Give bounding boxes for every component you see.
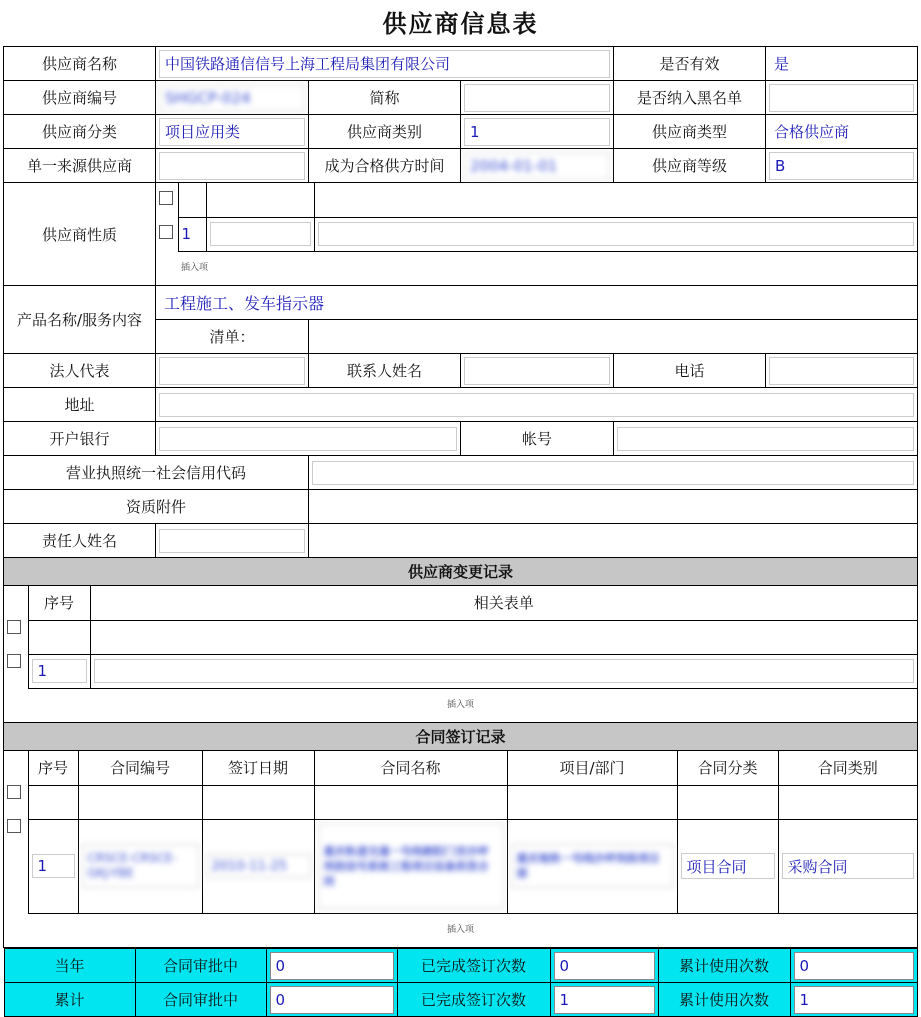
legal-rep-label: 法人代表 — [4, 354, 156, 388]
row-credit-code — [4, 456, 918, 490]
stats-current-row — [4, 948, 918, 1017]
account-label: 帐号 — [461, 422, 614, 456]
page-title: 供应商信息表 — [0, 4, 921, 39]
contract-name[interactable]: 重庆轨道交通一号线朝阳门至沙坪坝段信号系统工程项目设备供货合同 — [318, 823, 504, 909]
row-attachment — [4, 490, 918, 524]
list-field[interactable] — [309, 320, 918, 354]
short-name-field[interactable] — [464, 84, 610, 112]
change-log-header-row — [4, 558, 918, 586]
valid-value[interactable]: 是 — [769, 50, 914, 78]
contracts-col-date: 签订日期 — [202, 751, 314, 785]
supplier-name-field[interactable]: 中国铁路通信信号上海工程局集团有限公司 — [159, 50, 610, 78]
supplier-code-field[interactable]: SHGCP-024 — [159, 84, 305, 112]
row-supplier-name — [4, 47, 918, 81]
contracts-table — [4, 751, 917, 947]
stats-current-signed-label: 已完成签订次数 — [397, 949, 550, 983]
product-label: 产品名称/服务内容 — [4, 286, 156, 354]
change-log-row — [4, 586, 918, 723]
owner-label: 责任人姓名 — [4, 524, 156, 558]
contracts-col-no: 序号 — [28, 751, 78, 785]
contracts-header-row — [4, 723, 918, 751]
credit-code-label: 营业执照统一社会信用代码 — [4, 456, 309, 490]
phone-label: 电话 — [614, 354, 766, 388]
blacklist-field[interactable] — [769, 84, 914, 112]
stats-current-signed-field[interactable]: 0 — [554, 952, 655, 980]
qualified-time-field[interactable]: 2004-01-01 — [464, 152, 610, 180]
nature-field-1[interactable] — [210, 222, 311, 246]
contracts-checkbox-all[interactable] — [7, 785, 21, 799]
blacklist-label: 是否纳入黑名单 — [614, 81, 766, 115]
row-address — [4, 388, 918, 422]
stats-total-signed-field[interactable]: 1 — [554, 986, 655, 1014]
category-field[interactable]: 项目应用类 — [159, 118, 305, 146]
contract-code[interactable]: CRSCE-CRSCE-GKJ-YBE — [82, 844, 199, 888]
change-log-header: 供应商变更记录 — [4, 558, 918, 586]
row-legal-rep — [4, 354, 918, 388]
class-label: 供应商类别 — [309, 115, 461, 149]
change-log-checkbox-row[interactable] — [7, 654, 21, 668]
contract-row-no[interactable]: 1 — [32, 854, 75, 878]
contracts-header: 合同签订记录 — [4, 723, 918, 751]
change-log-insert-link[interactable]: 插入项 — [4, 688, 917, 722]
type-value[interactable]: 合格供应商 — [769, 118, 914, 146]
stats-total-signed-label: 已完成签订次数 — [397, 983, 550, 1017]
bank-field[interactable] — [159, 427, 457, 451]
row-supplier-category — [4, 115, 918, 149]
stats-current-usage-field[interactable]: 0 — [794, 952, 914, 980]
supplier-form — [3, 46, 918, 1017]
row-product — [4, 286, 918, 320]
contract-date[interactable]: 2010-11-25 — [206, 854, 311, 878]
attachment-field[interactable] — [309, 490, 918, 524]
category-label: 供应商分类 — [4, 115, 156, 149]
nature-row-no: 1 — [182, 225, 192, 243]
contracts-insert-link[interactable]: 插入项 — [4, 913, 917, 947]
single-source-field[interactable] — [159, 152, 305, 180]
contract-project[interactable]: 重庆地铁一号线沙坪坝段项目部 — [511, 844, 674, 888]
contracts-col-classification: 合同分类 — [677, 751, 778, 785]
legal-rep-field[interactable] — [159, 357, 305, 385]
stats-table — [4, 948, 918, 1017]
valid-label: 是否有效 — [614, 47, 766, 81]
stats-current-approving-field[interactable]: 0 — [270, 952, 394, 980]
stats-total-approving-label: 合同审批中 — [135, 983, 266, 1017]
change-log-checkbox-all[interactable] — [7, 620, 21, 634]
nature-label: 供应商性质 — [4, 183, 156, 286]
row-owner — [4, 524, 918, 558]
change-log-col-form: 相关表单 — [90, 586, 917, 620]
nature-insert-link[interactable]: 插入项 — [178, 251, 917, 285]
contracts-col-kind: 合同类别 — [778, 751, 917, 785]
bank-label: 开户银行 — [4, 422, 156, 456]
credit-code-field[interactable] — [312, 461, 914, 485]
change-log-form-field[interactable] — [94, 659, 915, 683]
stats-total-approving-field[interactable]: 0 — [270, 986, 394, 1014]
owner-field[interactable] — [159, 529, 305, 553]
row-single-source — [4, 149, 918, 183]
list-label: 清单： — [156, 320, 309, 354]
account-field[interactable] — [617, 427, 914, 451]
change-log-col-no: 序号 — [28, 586, 90, 620]
contract-row — [4, 819, 917, 913]
class-field[interactable]: 1 — [464, 118, 610, 146]
contracts-row — [4, 751, 918, 948]
stats-total-usage-label: 累计使用次数 — [658, 983, 790, 1017]
change-log-table — [4, 586, 917, 722]
attachment-label: 资质附件 — [4, 490, 309, 524]
row-bank — [4, 422, 918, 456]
contract-classification[interactable]: 项目合同 — [681, 853, 775, 879]
contract-kind[interactable]: 采购合同 — [782, 853, 915, 879]
row-supplier-nature — [4, 183, 918, 286]
address-field[interactable] — [159, 393, 914, 417]
grade-label: 供应商等级 — [614, 149, 766, 183]
contracts-col-name: 合同名称 — [314, 751, 507, 785]
contact-field[interactable] — [464, 357, 610, 385]
stats-total-label: 累计 — [4, 983, 135, 1017]
short-name-label: 简称 — [309, 81, 461, 115]
contracts-checkbox-row[interactable] — [7, 819, 21, 833]
contact-label: 联系人姓名 — [309, 354, 461, 388]
stats-current-approving-label: 合同审批中 — [135, 949, 266, 983]
product-field[interactable]: 工程施工、发车指示器 — [159, 289, 914, 317]
row-supplier-code — [4, 81, 918, 115]
stats-total-usage-field[interactable]: 1 — [794, 986, 914, 1014]
qualified-time-label: 成为合格供方时间 — [309, 149, 461, 183]
address-label: 地址 — [4, 388, 156, 422]
type-label: 供应商类型 — [614, 115, 766, 149]
nature-checkbox-row[interactable] — [159, 225, 173, 239]
phone-field[interactable] — [769, 357, 914, 385]
contracts-col-code: 合同编号 — [78, 751, 202, 785]
contracts-col-project: 项目/部门 — [507, 751, 677, 785]
single-source-label: 单一来源供应商 — [4, 149, 156, 183]
stats-current-usage-label: 累计使用次数 — [658, 949, 790, 983]
change-log-row-no[interactable]: 1 — [32, 659, 87, 683]
supplier-code-label: 供应商编号 — [4, 81, 156, 115]
grade-field[interactable]: B — [769, 152, 914, 180]
stats-current-label: 当年 — [4, 949, 135, 983]
supplier-name-label: 供应商名称 — [4, 47, 156, 81]
nature-checkbox-all[interactable] — [159, 191, 173, 205]
nature-field-2[interactable] — [318, 222, 915, 246]
nature-subtable — [156, 183, 917, 285]
